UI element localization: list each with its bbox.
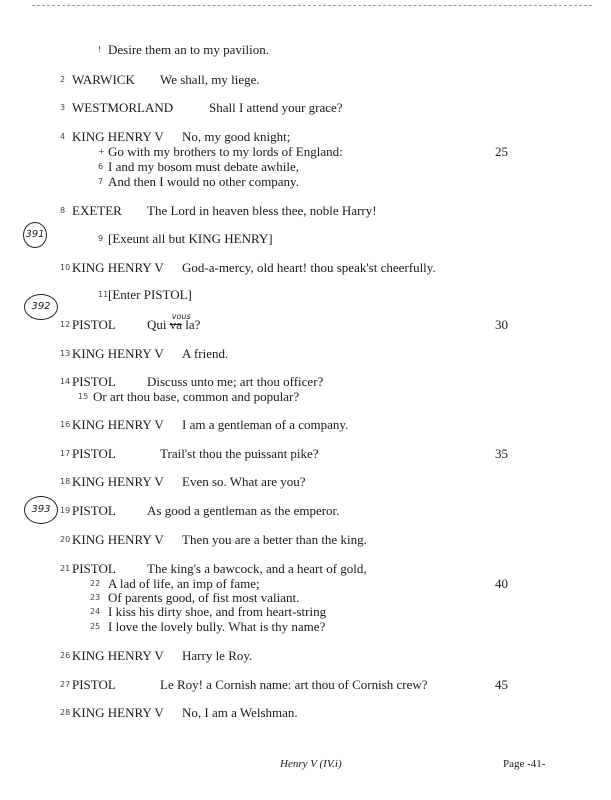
speech-text: I am a gentleman of a company. [182, 417, 349, 432]
verse-line-number: 30 [495, 317, 508, 332]
handwritten-cue-number: 25 [90, 622, 101, 631]
speaker-name: PISTOL [72, 446, 116, 461]
speech-text: [Exeunt all but KING HENRY] [108, 231, 273, 246]
verse-line-number: 40 [495, 576, 508, 591]
speech-text: Shall I attend your grace? [209, 100, 343, 115]
handwritten-cue-number: 15 [78, 392, 89, 401]
handwritten-cue-number: 16 [60, 420, 71, 429]
handwritten-cue-number: 9 [98, 234, 104, 243]
handwritten-cue-number: 11 [98, 290, 109, 299]
speaker-name: KING HENRY V [72, 532, 164, 547]
speaker-name: PISTOL [72, 677, 116, 692]
speaker-name: WARWICK [72, 72, 135, 87]
speech-text: I love the lovely bully. What is thy name? [108, 619, 326, 634]
speaker-name: EXETER [72, 203, 122, 218]
handwritten-cue-number: 19 [60, 506, 71, 515]
circled-cue-number: 392 [24, 294, 58, 320]
handwritten-cue-number: 6 [98, 162, 104, 171]
speech-text: The king's a bawcock, and a heart of gold, [147, 561, 367, 576]
speaker-name: PISTOL [72, 561, 116, 576]
top-edge-line [32, 5, 592, 6]
speech-text: I and my bosom must debate awhile, [108, 159, 299, 174]
speaker-name: WESTMORLAND [72, 100, 174, 115]
verse-line-number: 25 [495, 144, 508, 159]
handwritten-cue-number: 20 [60, 535, 71, 544]
speech-text: Then you are a better than the king. [182, 532, 367, 547]
speech-text: Even so. What are you? [182, 474, 306, 489]
speaker-name: KING HENRY V [72, 129, 164, 144]
speaker-name: PISTOL [72, 317, 116, 332]
speaker-name: KING HENRY V [72, 260, 164, 275]
speech-text: [Enter PISTOL] [108, 287, 192, 302]
speech-text-part: la? [182, 317, 201, 332]
speaker-name: KING HENRY V [72, 648, 164, 663]
footer-page-number: Page -41- [503, 758, 546, 770]
handwritten-cue-number: 3 [60, 103, 66, 112]
handwritten-cue-number: ! [98, 45, 102, 54]
speech-text: Desire them an to my pavilion. [108, 42, 270, 57]
handwritten-cue-number: + [98, 147, 105, 156]
speech-text: Trail'st thou the puissant pike? [160, 446, 319, 461]
handwritten-cue-number: 4 [60, 132, 66, 141]
footer-title: Henry V (IV.i) [280, 758, 342, 770]
handwritten-cue-number: 8 [60, 206, 66, 215]
speech-text: A friend. [182, 346, 229, 361]
speaker-name: KING HENRY V [72, 417, 164, 432]
circled-cue-number: 393 [24, 496, 58, 524]
speech-text: God-a-mercy, old heart! thou speak'st cheerfully. [182, 260, 436, 275]
speech-text: Go with my brothers to my lords of England: [108, 144, 343, 159]
speech-text: Discuss unto me; art thou officer? [147, 374, 324, 389]
speech-text: And then I would no other company. [108, 174, 299, 189]
verse-line-number: 45 [495, 677, 508, 692]
handwritten-cue-number: 12 [60, 320, 71, 329]
handwritten-cue-number: 18 [60, 477, 71, 486]
circled-cue-number: 391 [23, 222, 47, 248]
speech-text: Harry le Roy. [182, 648, 253, 663]
handwritten-cue-number: 27 [60, 680, 71, 689]
speech-text: The Lord in heaven bless thee, noble Harry! [147, 203, 377, 218]
struck-word-wrap [169, 312, 191, 332]
handwritten-cue-number: 28 [60, 708, 71, 717]
speech-text: No, I am a Welshman. [182, 705, 298, 720]
speaker-name: KING HENRY V [72, 346, 164, 361]
handwritten-cue-number: 7 [98, 177, 104, 186]
handwritten-cue-number: 24 [90, 607, 101, 616]
struck-word: va [169, 317, 183, 332]
speaker-name: PISTOL [72, 503, 116, 518]
speech-text: I kiss his dirty shoe, and from heart-string [108, 604, 327, 619]
speech-text-part: Qui [147, 317, 170, 332]
handwritten-cue-number: 10 [60, 263, 71, 272]
handwritten-cue-number: 13 [60, 349, 71, 358]
speech-text: A lad of life, an imp of fame; [108, 576, 260, 591]
handwritten-cue-number: 23 [90, 593, 101, 602]
handwritten-cue-number: 14 [60, 377, 71, 386]
speaker-name: PISTOL [72, 374, 116, 389]
speech-text: Le Roy! a Cornish name: art thou of Cornish crew? [160, 677, 428, 692]
speech-text: Of parents good, of fist most valiant. [108, 590, 300, 605]
handwritten-cue-number: 17 [60, 449, 71, 458]
handwritten-cue-number: 21 [60, 564, 71, 573]
speech-text: As good a gentleman as the emperor. [147, 503, 340, 518]
speech-text [147, 312, 201, 332]
speech-text: No, my good knight; [182, 129, 291, 144]
handwritten-correction: vous [171, 312, 191, 321]
handwritten-cue-number: 26 [60, 651, 71, 660]
speech-text: We shall, my liege. [160, 72, 260, 87]
verse-line-number: 35 [495, 446, 508, 461]
speaker-name: KING HENRY V [72, 705, 164, 720]
speaker-name: KING HENRY V [72, 474, 164, 489]
handwritten-cue-number: 22 [90, 579, 101, 588]
speech-text: Or art thou base, common and popular? [93, 389, 300, 404]
handwritten-cue-number: 2 [60, 75, 66, 84]
